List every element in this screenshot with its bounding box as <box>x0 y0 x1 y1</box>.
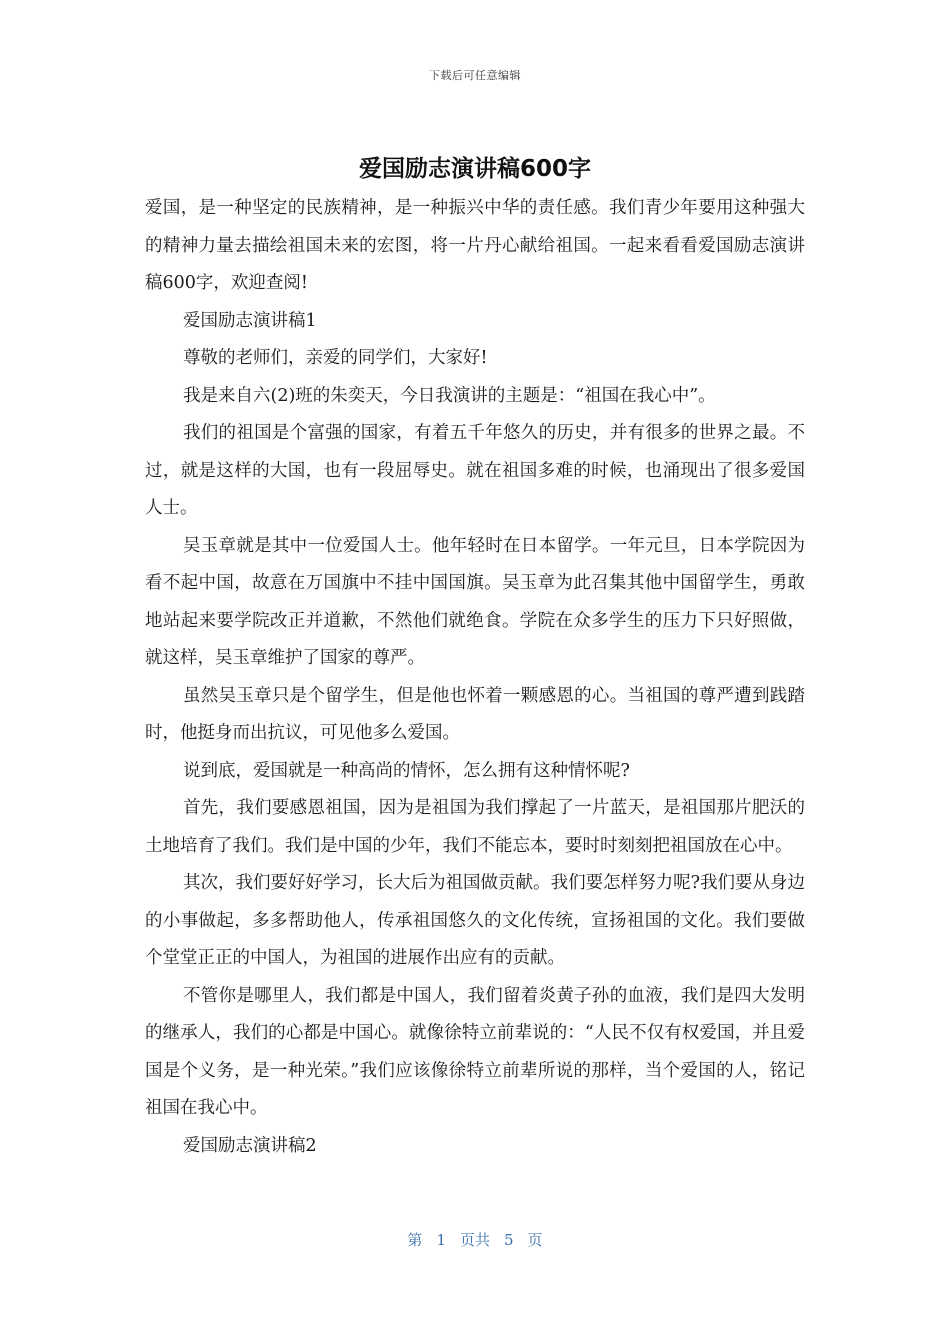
paragraph: 虽然吴玉章只是个留学生，但是他也怀着一颗感恩的心。当祖国的尊严遭到践踏时，他挺身而出抗议，可见他多么爱国。 <box>145 685 805 743</box>
footer-page-number: 1 <box>436 1231 446 1249</box>
page-title: 爱国励志演讲稿600字 <box>358 156 591 182</box>
paragraph: 首先，我们要感恩祖国，因为是祖国为我们撑起了一片蓝天，是祖国那片肥沃的土地培育了我们。我们是中国的少年，我们不能忘本，要时时刻刻把祖国放在心中。 <box>145 798 805 856</box>
paragraph: 爱国励志演讲稿1 <box>183 310 317 331</box>
paragraph: 其次，我们要好好学习，长大后为祖国做贡献。我们要怎样努力呢?我们要从身边的小事做起，多多帮助他人，传承祖国悠久的文化传统，宣扬祖国的文化。我们要做个堂堂正正的中国人，为祖国的进展作出应有的贡献。 <box>145 873 805 968</box>
page-footer <box>0 1229 950 1250</box>
header-note: 下载后可任意编辑 <box>429 69 521 82</box>
paragraph: 尊敬的老师们，亲爱的同学们，大家好! <box>183 348 488 368</box>
footer-total-pages: 5 <box>504 1231 514 1249</box>
paragraph: 说到底，爱国就是一种高尚的情怀，怎么拥有这种情怀呢? <box>183 760 630 781</box>
paragraph: 爱国励志演讲稿2 <box>183 1135 317 1156</box>
paragraph: 爱国，是一种坚定的民族精神，是一种振兴中华的责任感。我们青少年要用这种强大的精神力量去描绘祖国未来的宏图，将一片丹心献给祖国。一起来看看爱国励志演讲稿600字，欢迎查阅! <box>145 198 805 293</box>
paragraph: 我们的祖国是个富强的国家，有着五千年悠久的历史，并有很多的世界之最。不过，就是这样的大国，也有一段屈辱史。就在祖国多难的时候，也涌现出了很多爱国人士。 <box>145 423 805 518</box>
paragraph: 我是来自六(2)班的朱奕天，今日我演讲的主题是：“祖国在我心中”。 <box>183 385 716 406</box>
footer-middle: 页共 <box>459 1231 490 1249</box>
document-body <box>145 190 805 1165</box>
footer-prefix: 第 <box>407 1231 423 1249</box>
paragraph: 不管你是哪里人，我们都是中国人，我们留着炎黄子孙的血液，我们是四大发明的继承人，我们的心都是中国心。就像徐特立前辈说的：“人民不仅有权爱国，并且爱国是个义务，是一种光荣。”我们应该像徐特立前辈所说的那样，当个爱国的人，铭记祖国在我心中。 <box>145 985 805 1118</box>
footer-suffix: 页 <box>527 1231 543 1249</box>
paragraph: 吴玉章就是其中一位爱国人士。他年轻时在日本留学。一年元旦，日本学院因为看不起中国，故意在万国旗中不挂中国国旗。吴玉章为此召集其他中国留学生，勇敢地站起来要学院改正并道歉，不然他们就绝食。学院在众多学生的压力下只好照做，就这样，吴玉章维护了国家的尊严。 <box>145 535 805 668</box>
